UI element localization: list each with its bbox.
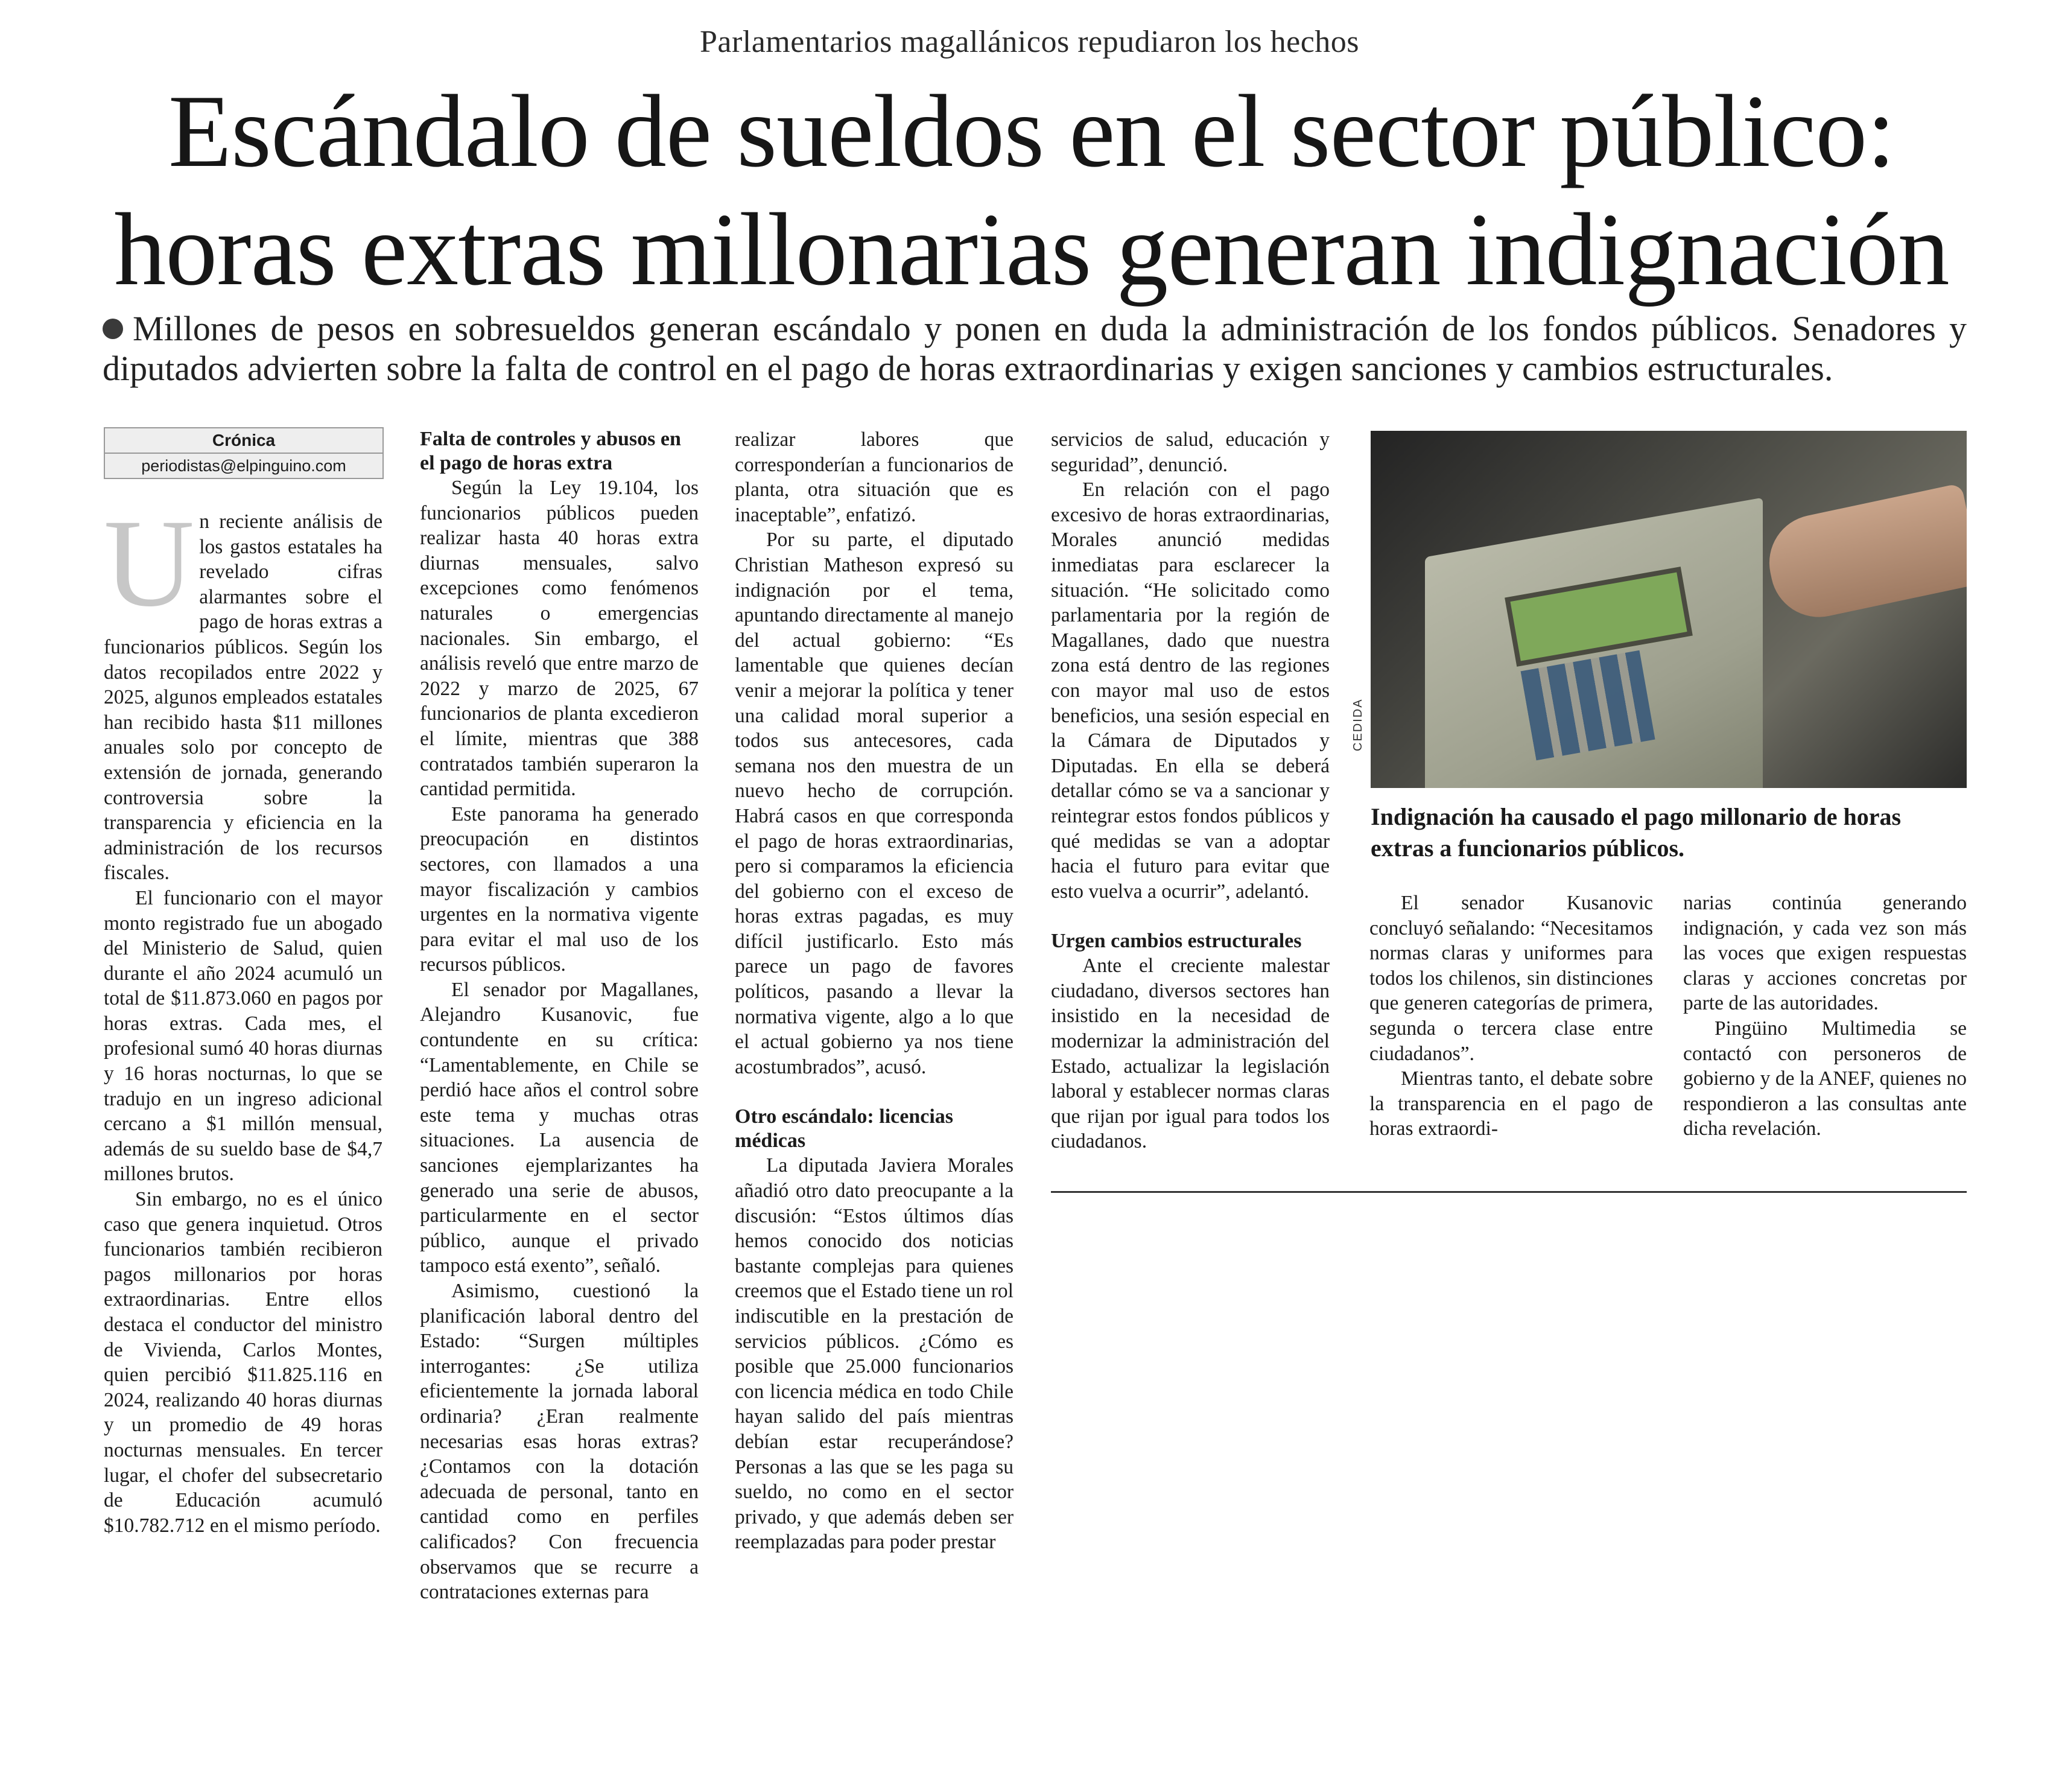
column-1 bbox=[104, 427, 382, 1538]
headline bbox=[72, 72, 1991, 309]
subheading: Urgen cambios estructurales bbox=[1051, 930, 1302, 953]
paragraph: Asimismo, cuestionó la planificación laboral dentro del Estado: “Surgen múltiples interrogantes: ¿Se utiliza eficientemente la jornada laboral ordinaria? ¿Eran realmente necesarias esas horas extras? ¿Contamos con la dotación adecuada de personal, tanto en cantidad como en perfiles calificados? Con frecuencia observamos que se recurre a contrataciones externas para bbox=[420, 1280, 699, 1604]
column-2 bbox=[420, 427, 699, 1605]
drop-cap: U bbox=[104, 494, 195, 632]
kicker: Parlamentarios magallánicos repudiaron los hechos bbox=[699, 25, 1360, 59]
column-6 bbox=[1683, 891, 1967, 1142]
paragraph: Pingüino Multimedia se contactó con personeros de gobierno y de la ANEF, quienes no respondieron a las consultas ante dicha revelación. bbox=[1683, 1017, 1967, 1140]
paragraph: Ante el creciente malestar ciudadano, diversos sectores han insistido en la necesidad de modernizar la administración del Estado, actualizar la legislación laboral y establecer normas claras que rijan por igual para todos los ciudadanos. bbox=[1051, 955, 1330, 1153]
paragraph: Sin embargo, no es el único caso que genera inquietud. Otros funcionarios también recibieron pagos millonarios por horas extraordinarias. Entre ellos destaca el conductor del ministro de Vivienda, Carlos Montes, quien percibió $11.825.116 en 2024, realizando 40 horas diurnas y un promedio de 49 horas nocturnas mensuales. En tercer lugar, el chofer del subsecretario de Educación acumuló $10.782.712 en el mismo período. bbox=[104, 1188, 382, 1537]
paragraph: Este panorama ha generado preocupación en distintos sectores, con llamados a una mayor fiscalización y cambios urgentes en la normativa vigente para evitar el mal uso de los recursos públicos. bbox=[420, 802, 699, 976]
paragraph: realizar labores que corresponderían a funcionarios de planta, otra situación que es inaceptable”, enfatizó. bbox=[735, 428, 1014, 526]
section-divider bbox=[1051, 1191, 1967, 1193]
bullet-icon bbox=[103, 319, 123, 339]
column-5 bbox=[1369, 891, 1653, 1142]
subheading: Otro escándalo: licencias médicas bbox=[735, 1105, 953, 1152]
column-3 bbox=[735, 427, 1014, 1555]
paragraph: El senador Kusanovic concluyó señalando: “Necesitamos normas claras y uniformes para todos los chilenos, sin distinciones que generen categorías de primera, segunda o tercera clase entre ciudadanos”. bbox=[1369, 892, 1653, 1065]
byline-email[interactable]: periodistas@elpinguino.com bbox=[141, 457, 346, 475]
paragraph: Según la Ley 19.104, los funcionarios públicos pueden realizar hasta 40 horas extra diurnas mensuales, salvo excepciones como fenómenos naturales o emergencias nacionales. Sin embargo, el análisis reveló que entre marzo de 2022 y marzo de 2025, 67 funcionarios de planta excedieron el límite, mientras que 388 contratados también superaron la cantidad permitida. bbox=[420, 477, 699, 801]
subheading: Falta de controles y abusos en el pago de horas extra bbox=[420, 428, 681, 474]
photo-caption: Indignación ha causado el pago millonario de horas extras a funcionarios públicos. bbox=[1371, 803, 1902, 862]
deck-text: Millones de pesos en sobresueldos generan escándalo y ponen en duda la administración de los fondos públicos. Senadores y diputados advierten sobre la falta de control en el pago de horas extraordinarias y exigen sanciones y cambios estructurales. bbox=[103, 309, 1967, 388]
byline bbox=[104, 427, 384, 479]
lead-text: n reciente análisis de los gastos estatales ha revelado cifras alarmantes sobre el pago de horas extras a funcionarios públicos. Según los datos recopilados entre 2022 y 2025, algunos empleados estatales han recibido hasta $11 millones anuales solo por concepto de extensión de jornada, generando controversia sobre la transparencia y eficiencia en la administración de los recursos fiscales. bbox=[104, 510, 382, 885]
headline-line-2: horas extras millonarias generan indignación bbox=[114, 192, 1949, 307]
paragraph: Mientras tanto, el debate sobre la transparencia en el pago de horas extraordi- bbox=[1369, 1067, 1653, 1140]
column-4 bbox=[1051, 427, 1330, 1154]
paragraph: En relación con el pago excesivo de horas extraordinarias, Morales anunció medidas inmediatas para esclarecer la situación. “He solicitado como parlamentaria por la región de Magallanes, dado que nuestra zona está dentro de las regiones con mayor mal uso de estos beneficios, una sesión especial en la Cámara de Diputados y Diputadas. En ella se deberá detallar cómo se va a sancionar y reintegrar estos fondos públicos y qué medidas se van a adoptar hacia el futuro para evitar que esto vuelva a ocurrir”, adelantó. bbox=[1051, 478, 1330, 903]
lead-paragraph bbox=[104, 494, 382, 886]
hand bbox=[1760, 483, 1967, 626]
deck bbox=[103, 309, 1967, 389]
paragraph: El senador por Magallanes, Alejandro Kusanovic, fue contundente en su crítica: “Lamentablemente, en Chile se perdió hace años el control sobre este tema y muchas otras situaciones. La ausencia de sanciones ejemplarizantes ha generado una serie de abusos, particularmente en el sector público, aunque el privado tampoco está exento”, señaló. bbox=[420, 978, 699, 1277]
paragraph: La diputada Javiera Morales añadió otro dato preocupante a la discusión: “Estos últimos días hemos conocido dos noticias bastante complejas para quienes creemos que el Estado tiene un rol indiscutible en la prestación de servicios públicos. ¿Cómo es posible que 25.000 funcionarios con licencia médica en todo Chile hayan salido del país mientras debían estar recuperándose? Personas a las que se les paga su sueldo, no como en el sector privado, y que además deben ser reemplazadas para poder prestar bbox=[735, 1154, 1014, 1554]
headline-line-1: Escándalo de sueldos en el sector público: bbox=[168, 74, 1895, 189]
paragraph: Por su parte, el diputado Christian Matheson expresó su indignación por el tema, apuntando directamente al manejo del actual gobierno: “Es lamentable que quienes decían venir a mejorar la política y tener una calidad moral superior a todos sus antecesores, cada semana nos den muestra de un nuevo hecho de corrupción. Habrá casos en que corresponda el pago de horas extraordinarias, pero si comparamos la eficiencia del gobierno con el exceso de horas extras pagadas, es muy difícil justificarlo. Esto más parece un pago de favores políticos, pasando a llevar la normativa vigente, algo a lo que el actual gobierno ya nos tiene acostumbrados”, acusó. bbox=[735, 529, 1014, 1078]
byline-section: Crónica bbox=[105, 428, 382, 454]
photo-credit: CEDIDA bbox=[1351, 698, 1365, 751]
paragraph: narias continúa generando indignación, y cada vez son más las voces que exigen respuestas claras y acciones concretas por parte de las autoridades. bbox=[1683, 892, 1967, 1015]
paragraph: El funcionario con el mayor monto registrado fue un abogado del Ministerio de Salud, quien durante el año 2024 acumuló un total de $11.873.060 en pagos por horas extras. Cada mes, el profesional sumó 40 horas diurnas y 16 horas nocturnas, lo que se tradujo en un ingreso adicional cercano a $1 millón mensual, además de su sueldo base de $4,7 millones brutos. bbox=[104, 886, 382, 1186]
article-photo bbox=[1371, 431, 1967, 788]
paragraph: servicios de salud, educación y seguridad”, denunció. bbox=[1051, 428, 1330, 476]
